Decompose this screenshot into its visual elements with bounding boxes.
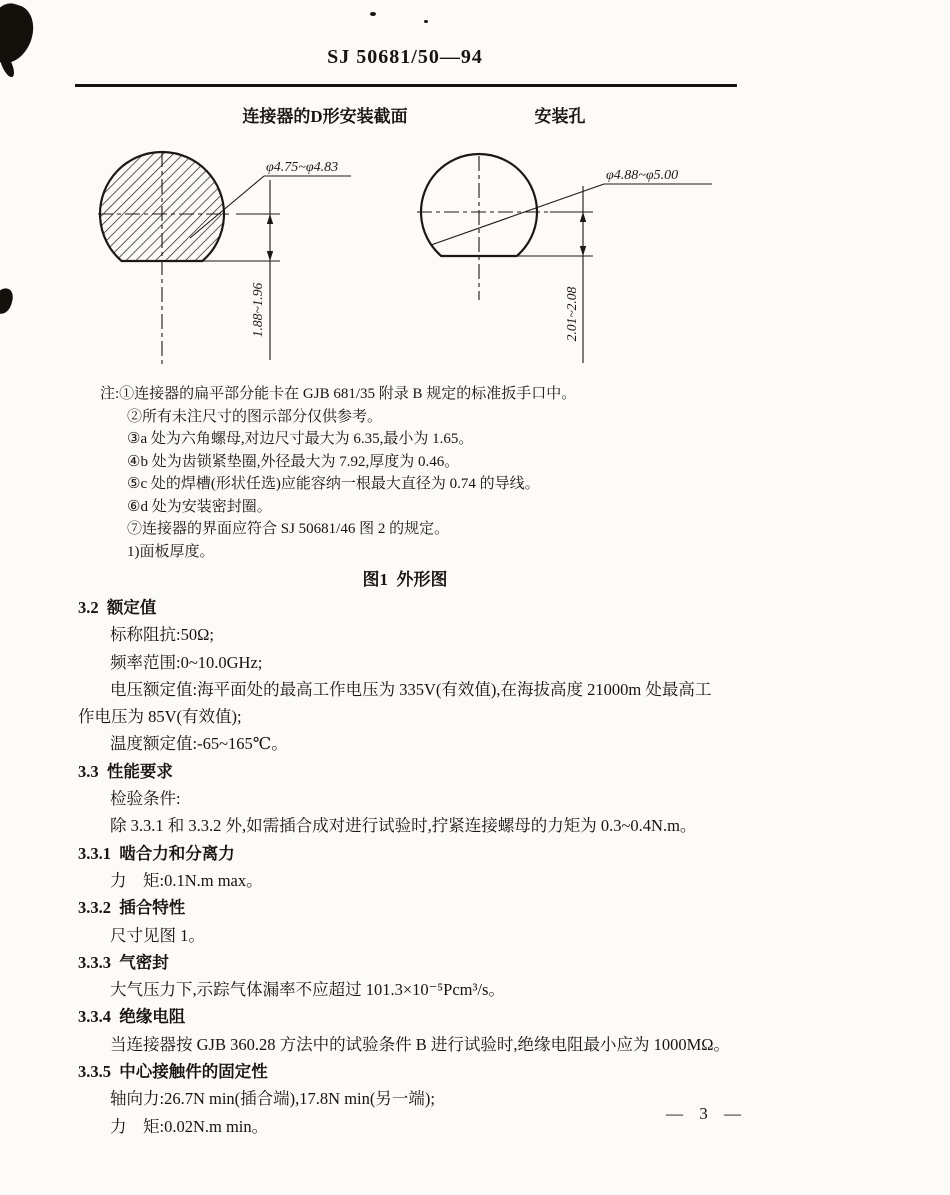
note-line: 1)面板厚度。	[127, 543, 215, 560]
figure-caption: 图1 外形图	[362, 570, 448, 589]
body-line: 尺寸见图 1。	[110, 925, 205, 945]
dim-arrow-down	[580, 246, 586, 256]
right-diameter-label: φ4.88~φ5.00	[606, 168, 679, 183]
body-line: 3.3.2 插合特性	[78, 898, 186, 918]
body-line: 3.3.5 中心接触件的固定性	[78, 1062, 268, 1082]
note-line: ④b 处为齿锁紧垫圈,外径最大为 7.92,厚度为 0.46。	[127, 453, 460, 470]
body-line: 电压额定值:海平面处的最高工作电压为 335V(有效值),在海拔高度 21000m 处最高工	[110, 679, 712, 699]
body-line: 当连接器按 GJB 360.28 方法中的试验条件 B 进行试验时,绝缘电阻最小应为 1000MΩ。	[110, 1034, 731, 1054]
body-text	[78, 594, 758, 1140]
note-line: ⑦连接器的界面应符合 SJ 50681/46 图 2 的规定。	[127, 521, 450, 537]
body-line: 力 矩:0.02N.m min。	[110, 1116, 269, 1136]
note-line: 注:①连接器的扁平部分能卡在 GJB 681/35 附录 B 规定的标准扳手口中。	[100, 386, 577, 402]
note-line: ⑤c 处的焊槽(形状任选)应能容纳一根最大直径为 0.74 的导线。	[127, 476, 540, 492]
body-line: 3.3 性能要求	[78, 761, 173, 781]
note-line: ⑥d 处为安装密封圈。	[127, 498, 272, 515]
body-line: 标称阻抗:50Ω;	[110, 625, 214, 645]
body-line: 3.3.4 绝缘电阻	[78, 1007, 186, 1027]
body-line: 温度额定值:-65~165℃。	[110, 734, 288, 754]
body-line: 作电压为 85V(有效值);	[78, 707, 242, 727]
dim-arrow-down	[267, 251, 273, 261]
d-section-drawing	[98, 152, 351, 368]
page-number: — 3 —	[666, 1104, 744, 1123]
figure-notes	[100, 383, 720, 563]
body-line: 频率范围:0~10.0GHz;	[110, 652, 263, 672]
body-line: 轴向力:26.7N min(插合端),17.8N min(另一端);	[110, 1089, 435, 1109]
body-line: 检验条件:	[110, 789, 181, 809]
left-height-label: 1.88~1.96	[250, 282, 265, 338]
body-line: 3.2 额定值	[78, 598, 157, 617]
scan-artifact	[370, 12, 376, 16]
dim-arrow-up	[580, 212, 586, 222]
doc-number: SJ 50681/50—94	[327, 46, 483, 68]
dim-arrow-up	[267, 214, 273, 224]
header-rule	[75, 84, 737, 87]
right-height-label: 2.01~2.08	[564, 286, 579, 342]
figure-title-right: 安装孔	[534, 107, 586, 126]
left-diameter-label: φ4.75~φ4.83	[266, 160, 339, 175]
body-line: 3.3.1 啮合力和分离力	[78, 843, 235, 863]
note-line: ③a 处为六角螺母,对边尺寸最大为 6.35,最小为 1.65。	[127, 431, 474, 447]
figure-drawings	[60, 128, 760, 393]
body-line: 除 3.3.1 和 3.3.2 外,如需插合成对进行试验时,拧紧连接螺母的力矩为 0.3~0.4N.m。	[110, 816, 697, 836]
body-line: 力 矩:0.1N.m max。	[110, 870, 263, 890]
body-line: 3.3.3 气密封	[78, 952, 169, 972]
note-line: ②所有未注尺寸的图示部分仅供参考。	[127, 408, 383, 425]
leader-line	[431, 184, 604, 245]
body-line: 大气压力下,示踪气体漏率不应超过 101.3×10⁻⁵Pcm³/s。	[110, 980, 505, 1000]
scan-artifact	[424, 20, 428, 23]
scan-artifact	[0, 286, 15, 315]
figure-title-left: 连接器的D形安装截面	[242, 107, 408, 126]
